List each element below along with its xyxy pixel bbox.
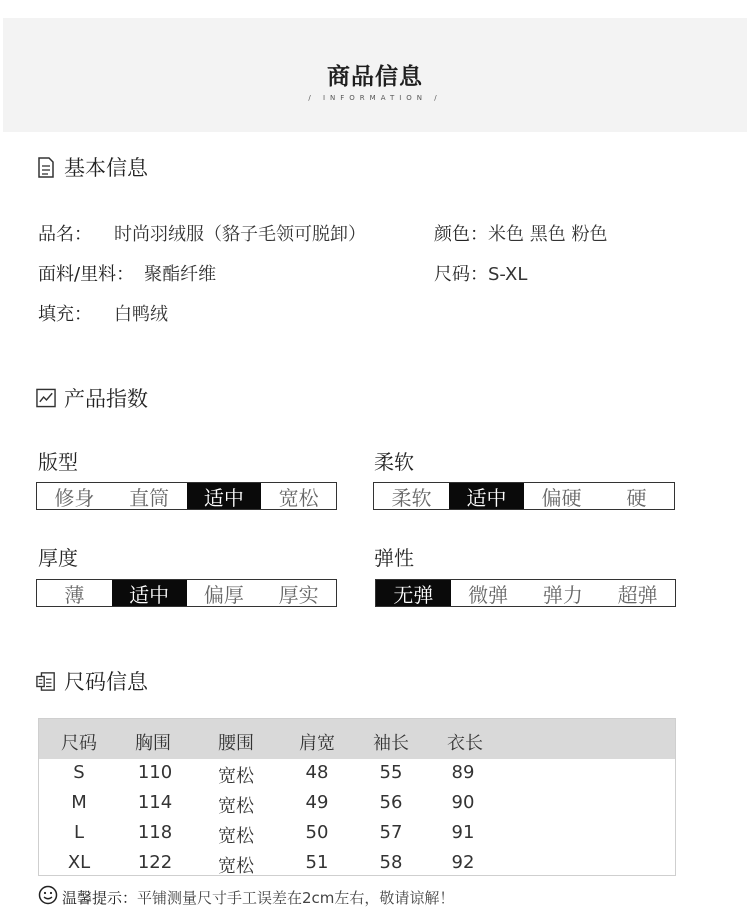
smiley-icon — [38, 885, 58, 909]
scale-option: 薄 — [64, 582, 85, 607]
scale-option-selected: 无弹 — [376, 580, 451, 606]
size-info-heading: 尺码信息 — [36, 666, 148, 696]
scale-title-softness: 柔软 — [374, 450, 414, 474]
scale-option: 修身 — [54, 485, 95, 510]
scale-title-fit: 版型 — [38, 450, 78, 474]
product-index-heading: 产品指数 — [36, 383, 148, 413]
scale-option-selected: 适中 — [112, 580, 187, 606]
size-table-header — [39, 719, 675, 759]
table-header-cell: 尺码 — [61, 733, 97, 754]
table-header-cell: 袖长 — [373, 733, 409, 754]
scale-option: 厚实 — [278, 582, 319, 607]
size-table: 尺码 胸围 腰围 肩宽 袖长 衣长 S 110 宽松 48 55 89 M 114 宽松 49 56 90 L 118 宽松 50 57 91 XL 122 宽松 51 58 92 — [38, 718, 676, 876]
basic-info-heading: 基本信息 — [36, 152, 148, 182]
scale-fit — [36, 482, 337, 510]
scale-option: 偏厚 — [203, 582, 244, 607]
table-header-cell: 衣长 — [447, 733, 483, 754]
scale-option: 微弹 — [468, 582, 509, 607]
info-row-color: 颜色：米色 黑色 粉色 — [434, 224, 608, 245]
size-chart-icon — [36, 670, 56, 692]
tip-label: 温馨提示： — [62, 888, 138, 907]
chart-icon — [36, 387, 56, 409]
document-icon — [36, 156, 56, 178]
scale-option: 直筒 — [129, 485, 170, 510]
scale-elasticity — [375, 579, 676, 607]
info-row-size: 尺码：S-XL — [434, 264, 528, 285]
page-title: 商品信息 — [327, 64, 423, 90]
scale-option: 硬 — [626, 485, 647, 510]
info-row-name: 品名： 时尚羽绒服（貉子毛领可脱卸） — [38, 224, 366, 245]
table-header-cell: 腰围 — [218, 733, 254, 754]
tip-text: 平铺测量尺寸手工误差在2cm左右，敬请谅解！ — [137, 888, 455, 907]
scale-option-selected: 适中 — [187, 483, 262, 509]
scale-option: 偏硬 — [541, 485, 582, 510]
table-header-cell: 胸围 — [135, 733, 171, 754]
scale-title-elasticity: 弹性 — [374, 546, 414, 570]
scale-thickness — [36, 579, 337, 607]
info-row-filling: 填充： 白鸭绒 — [38, 304, 168, 325]
measurement-tip — [38, 885, 454, 909]
table-header-cell: 肩宽 — [299, 733, 335, 754]
page-subtitle: / INFORMATION / — [308, 94, 442, 102]
page-header — [3, 18, 747, 132]
scale-option: 弹力 — [542, 582, 583, 607]
scale-title-thickness: 厚度 — [38, 546, 78, 570]
scale-option: 超弹 — [617, 582, 658, 607]
info-row-fabric: 面料/里料： 聚酯纤维 — [38, 264, 217, 285]
scale-option-selected: 适中 — [449, 483, 524, 509]
scale-option: 柔软 — [391, 485, 432, 510]
scale-option: 宽松 — [278, 485, 319, 510]
scale-softness — [373, 482, 675, 510]
